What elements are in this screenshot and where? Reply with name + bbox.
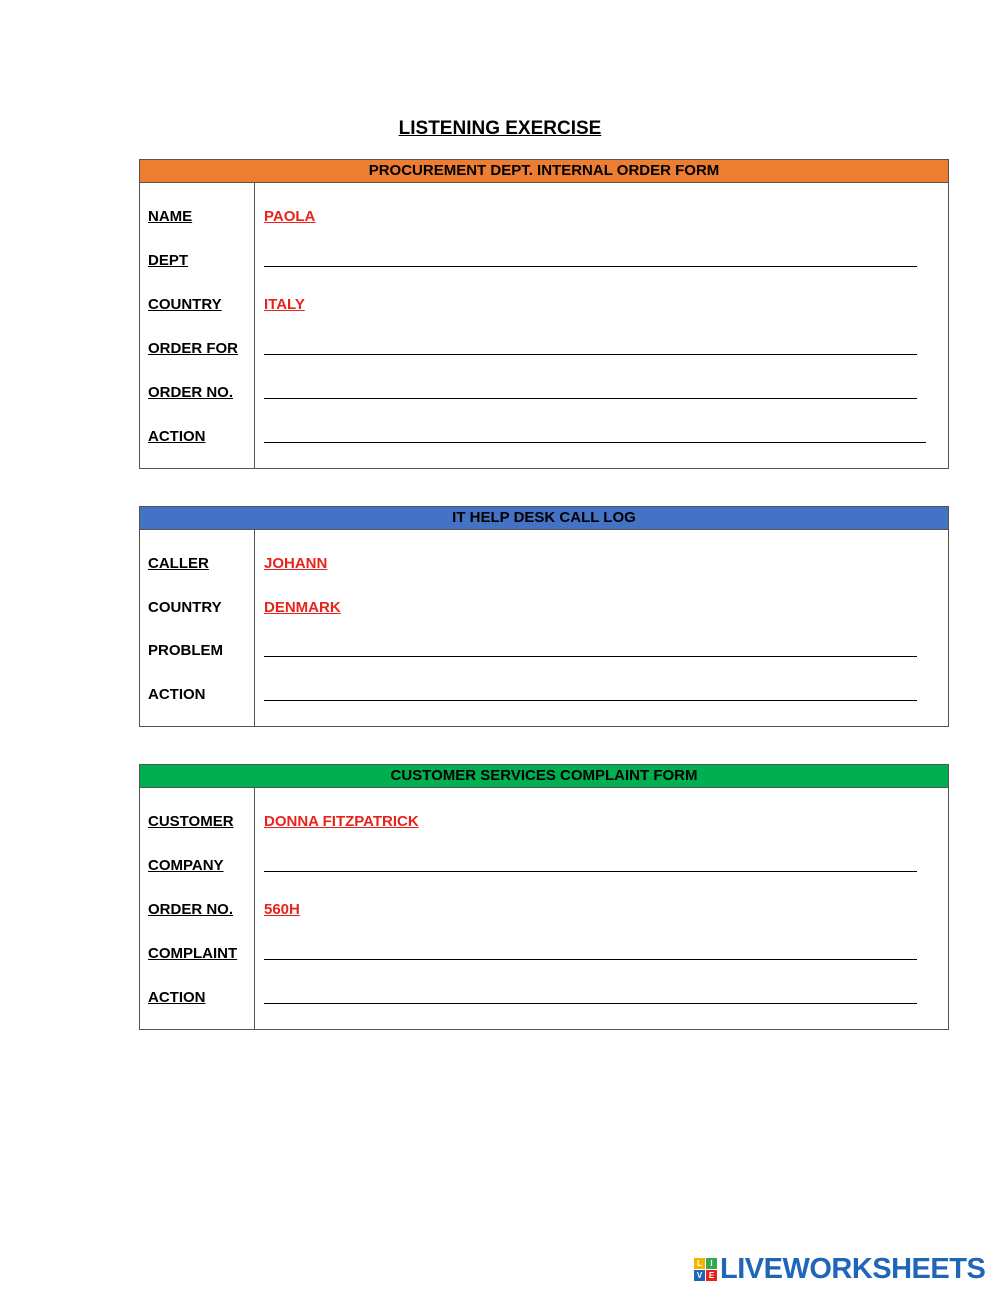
form-row-customer <box>140 810 948 834</box>
form-header: CUSTOMER SERVICES COMPLAINT FORM <box>140 765 948 788</box>
form-header: IT HELP DESK CALL LOG <box>140 507 948 530</box>
page-title: LISTENING EXERCISE <box>398 118 602 139</box>
form-row-country <box>140 596 948 620</box>
answer-blank-line[interactable] <box>264 266 917 267</box>
field-value: PAOLA <box>264 208 316 225</box>
answer-blank-line[interactable] <box>264 656 917 657</box>
field-value: DENMARK <box>264 599 341 616</box>
form-header: PROCUREMENT DEPT. INTERNAL ORDER FORM <box>140 160 948 183</box>
form-row-action <box>140 986 948 1010</box>
form-row-order-no <box>140 898 948 922</box>
answer-blank-line[interactable] <box>264 959 917 960</box>
form-row-dept <box>140 249 948 273</box>
field-label: PROBLEM <box>148 642 223 659</box>
field-label: NAME <box>148 208 193 225</box>
form-row-action <box>140 683 948 707</box>
liveworksheets-logo <box>694 1254 985 1284</box>
it-help-desk-call-log <box>139 506 949 727</box>
form-row-complaint <box>140 942 948 966</box>
form-row-caller <box>140 552 948 576</box>
logo-mark-icon: L I V E <box>694 1258 717 1281</box>
field-label: ACTION <box>148 989 206 1006</box>
field-label: CALLER <box>148 555 209 572</box>
answer-blank-line[interactable] <box>264 1003 917 1004</box>
form-row-order-for <box>140 337 948 361</box>
form-row-name <box>140 205 948 229</box>
form-row-country <box>140 293 948 317</box>
field-label: ORDER NO. <box>148 384 234 401</box>
field-label: DEPT <box>148 252 189 269</box>
field-label: ORDER FOR <box>148 340 238 357</box>
field-value: DONNA FITZPATRICK <box>264 813 419 830</box>
field-value: 560H <box>264 901 300 918</box>
answer-blank-line[interactable] <box>264 398 917 399</box>
answer-blank-line[interactable] <box>264 871 917 872</box>
form-row-order-no <box>140 381 948 405</box>
answer-blank-line[interactable] <box>264 354 917 355</box>
field-label: ORDER NO. <box>148 901 234 918</box>
answer-blank-line[interactable] <box>264 442 926 443</box>
logo-text: LIVEWORKSHEETS <box>720 1252 986 1285</box>
field-label: ACTION <box>148 428 206 445</box>
customer-complaint-form <box>139 764 949 1030</box>
form-row-action <box>140 425 948 449</box>
form-row-problem <box>140 639 948 663</box>
field-label: COUNTRY <box>148 296 222 313</box>
answer-blank-line[interactable] <box>264 700 917 701</box>
form-row-company <box>140 854 948 878</box>
procurement-order-form <box>139 159 949 469</box>
field-value: ITALY <box>264 296 305 313</box>
field-value: JOHANN <box>264 555 328 572</box>
field-label: COUNTRY <box>148 599 222 616</box>
field-label: COMPLAINT <box>148 945 238 962</box>
field-label: CUSTOMER <box>148 813 234 830</box>
field-label: ACTION <box>148 686 206 703</box>
field-label: COMPANY <box>148 857 224 874</box>
